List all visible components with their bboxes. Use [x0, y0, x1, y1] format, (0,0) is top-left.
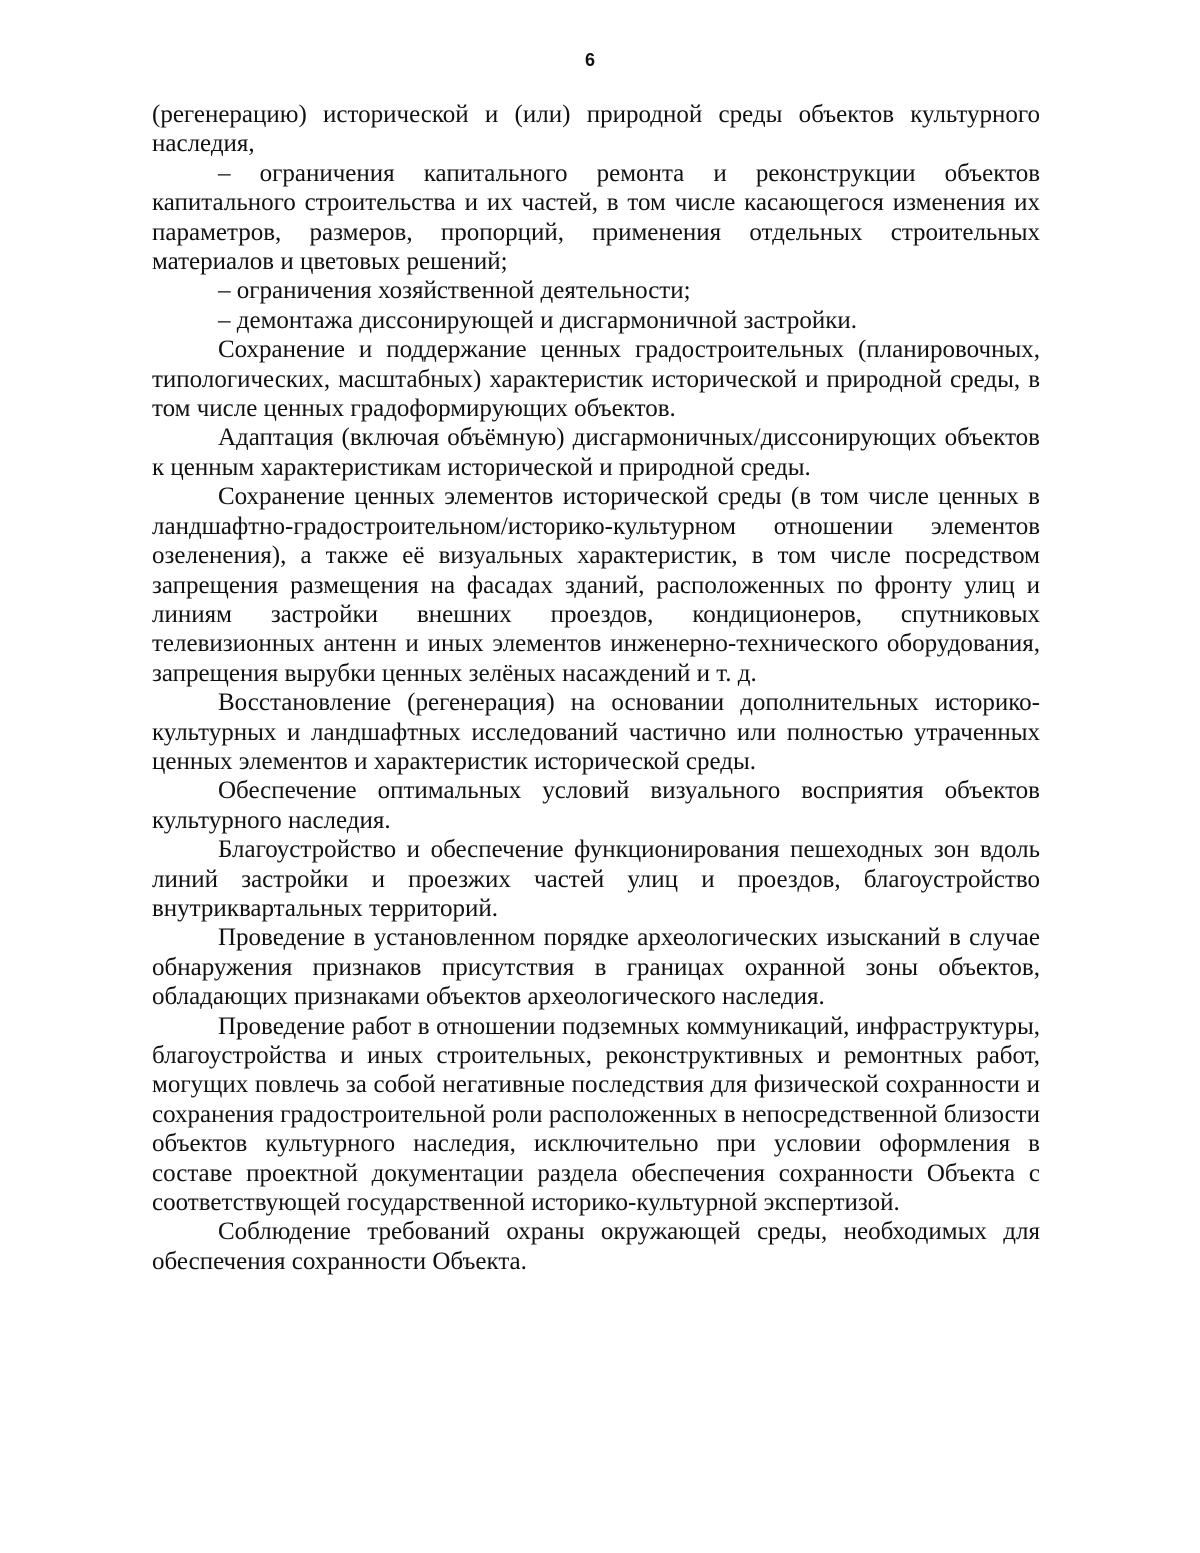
paragraph-preservation-elements: Сохранение ценных элементов исторической среды (в том числе ценных в ландшафтно-градостроительном/историко-культурном отношении элементов озеленения), а также её визуальных характеристик, в том числе посредством запрещения размещения на фасадах зданий, расположенных по фронту улиц и линиям застройки внешних проездов, кондиционеров, спутниковых телевизионных антенн и иных элементов инженерно-технического оборудования, запрещения вырубки ценных зелёных насаждений и т. д. [152, 483, 1040, 687]
paragraph-preservation-characteristics: Сохранение и поддержание ценных градостроительных (планировочных, типологических, масштабных) характеристик исторической и природной среды, в том числе ценных градоформирующих объектов. [152, 336, 1040, 423]
paragraph-works: Проведение работ в отношении подземных коммуникаций, инфраструктуры, благоустройства и иных строительных, реконструктивных и ремонтных работ, могущих повлечь за собой негативные последствия для физической сохранности и сохранения градостроительной роли расположенных в непосредственной близости объектов культурного наследия, исключительно при условии оформления в составе проектной документации раздела обеспечения сохранности Объекта с соответствующей государственной историко-культурной экспертизой. [152, 1012, 1040, 1217]
paragraph-adaptation: Адаптация (включая объёмную) дисгармоничных/диссонирующих объектов к ценным характеристикам исторической и природной среды. [152, 424, 1040, 481]
list-item-restriction-repair: – ограничения капитального ремонта и реконструкции объектов капитального строительства и их частей, в том числе касающегося изменения их параметров, размеров, пропорций, применения отдельных строительных материалов и цветовых решений; [152, 159, 1040, 276]
paragraph-environment: Соблюдение требований охраны окружающей среды, необходимых для обеспечения сохранности Объекта. [152, 1218, 1040, 1275]
list-item-dismantling: – демонтажа диссонирующей и дисгармоничной застройки. [218, 306, 857, 334]
paragraph-continuation: (регенерацию) исторической и (или) природной среды объектов культурного наследия, [152, 101, 1040, 158]
list-item-restriction-economic: – ограничения хозяйственной деятельности; [218, 277, 691, 305]
paragraph-restoration: Восстановление (регенерация) на основании дополнительных историко-культурных и ландшафтных исследований частично или полностью утраченных ценных элементов и характеристик исторической среды. [152, 689, 1040, 775]
document-body [152, 100, 1040, 1276]
paragraph-landscaping: Благоустройство и обеспечение функционирования пешеходных зон вдоль линий застройки и проезжих частей улиц и проездов, благоустройство внутриквартальных территорий. [152, 836, 1040, 922]
page-number: 6 [584, 50, 595, 70]
paragraph-archaeology: Проведение в установленном порядке археологических изысканий в случае обнаружения признаков присутствия в границах охранной зоны объектов, обладающих признаками объектов археологического наследия. [152, 924, 1040, 1011]
paragraph-visual-perception: Обеспечение оптимальных условий визуального восприятия объектов культурного наследия. [152, 777, 1040, 834]
